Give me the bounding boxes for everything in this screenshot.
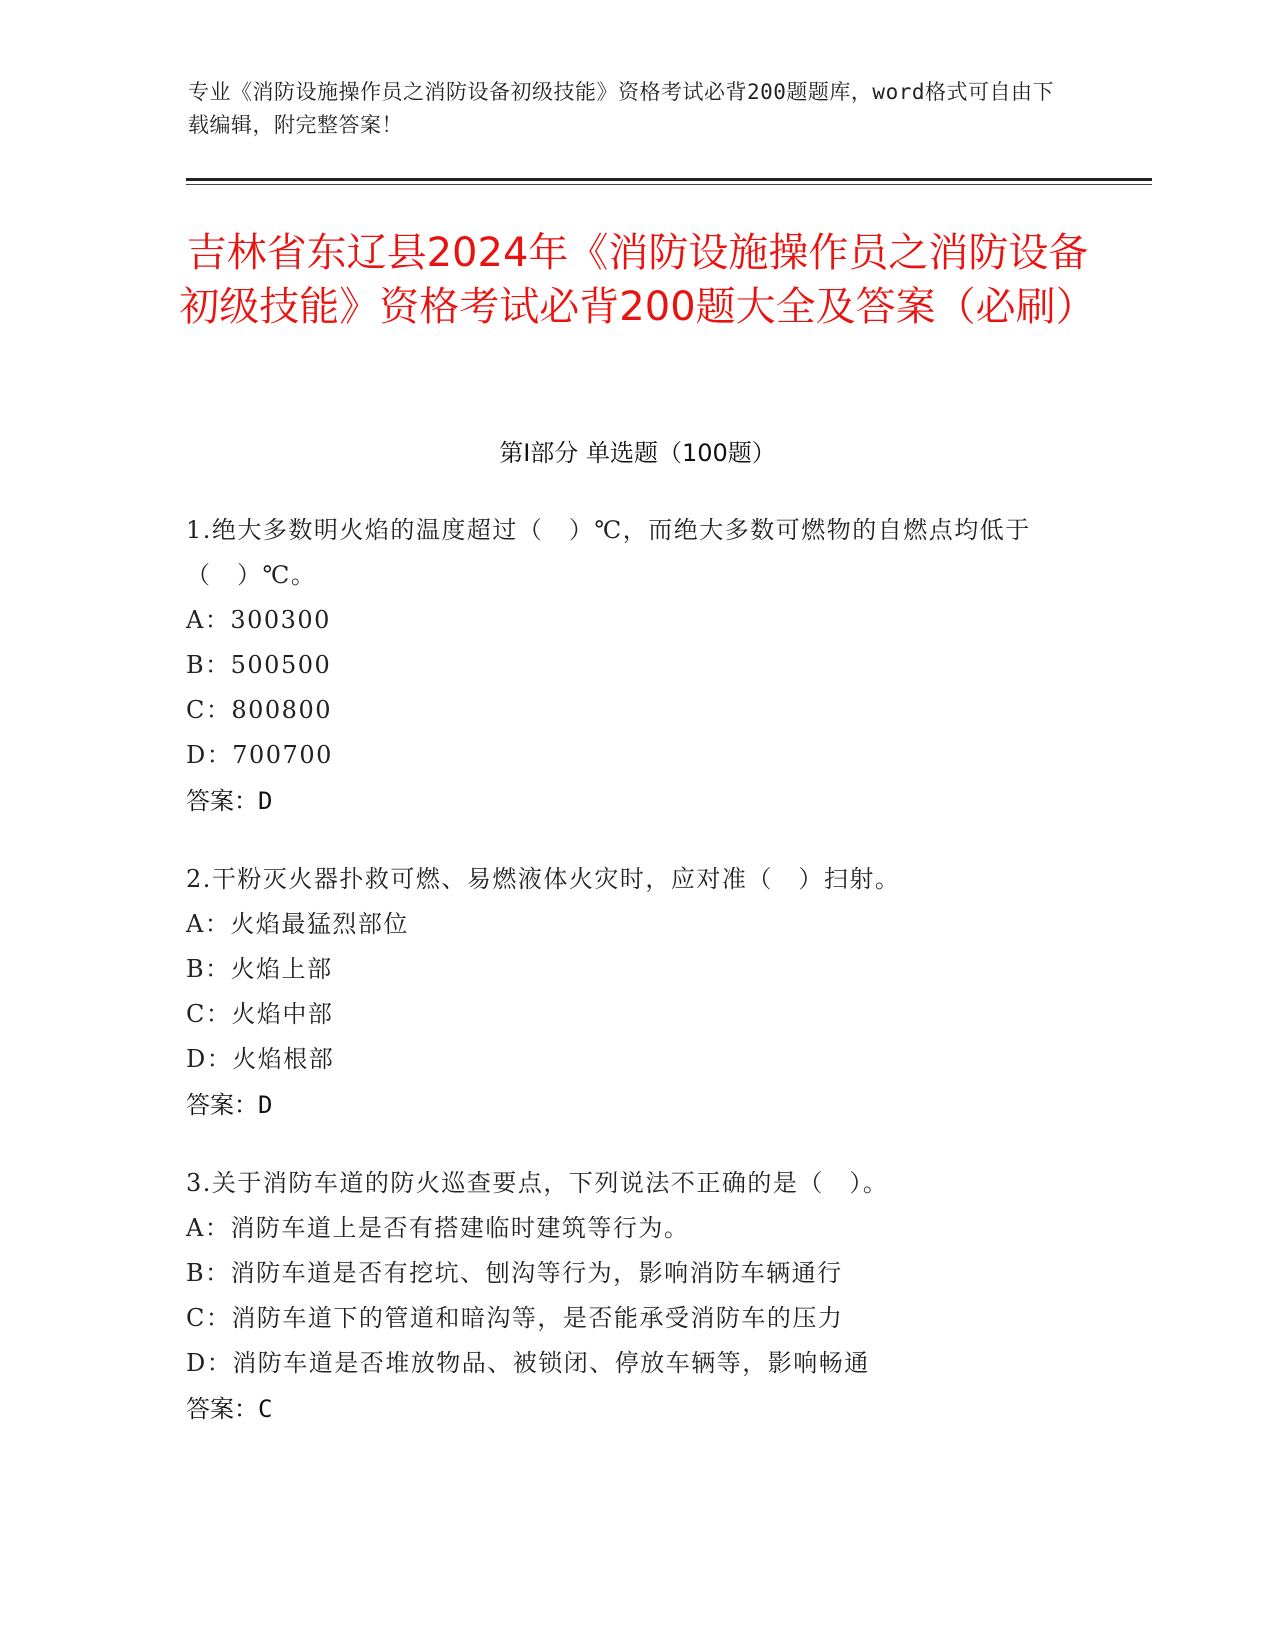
header-note: 专业《消防设施操作员之消防设备初级技能》资格考试必背200题题库，word格式可自由下载编辑，附完整答案！ bbox=[188, 80, 1054, 137]
header-divider-thick bbox=[186, 178, 1152, 181]
question-block bbox=[186, 857, 1086, 1128]
header-divider-thin bbox=[186, 184, 1152, 185]
question-block bbox=[186, 508, 1086, 824]
answer-value: D bbox=[258, 1091, 273, 1119]
option-b: B：500500 bbox=[186, 651, 332, 679]
option-c: C：火焰中部 bbox=[186, 1000, 334, 1028]
question-stem: 3.关于消防车道的防火巡查要点，下列说法不正确的是（ ）。 bbox=[186, 1169, 889, 1197]
document-title: 吉林省东辽县2024年《消防设施操作员之消防设备初级技能》资格考试必背200题大全及答案（必刷） bbox=[179, 230, 1096, 330]
option-b: B：火焰上部 bbox=[186, 955, 333, 983]
option-c: C：消防车道下的管道和暗沟等，是否能承受消防车的压力 bbox=[186, 1304, 844, 1332]
question-stem: 2.干粉灭火器扑救可燃、易燃液体火灾时，应对准（ ）扫射。 bbox=[186, 865, 901, 893]
answer-label: 答案： bbox=[186, 1091, 258, 1119]
option-d: D：火焰根部 bbox=[186, 1045, 335, 1073]
answer-value: C bbox=[258, 1395, 273, 1423]
section-title: 第Ⅰ部分 单选题（100题） bbox=[499, 439, 776, 467]
answer-line bbox=[186, 1386, 1086, 1432]
option-a: A：火焰最猛烈部位 bbox=[186, 910, 409, 938]
option-c: C：800800 bbox=[186, 696, 332, 724]
option-d: D：消防车道是否堆放物品、被锁闭、停放车辆等，影响畅通 bbox=[186, 1349, 870, 1377]
answer-value: D bbox=[258, 787, 273, 815]
question-block bbox=[186, 1161, 1086, 1432]
answer-line bbox=[186, 778, 1086, 824]
option-a: A：300300 bbox=[186, 606, 331, 634]
option-b: B：消防车道是否有挖坑、刨沟等行为，影响消防车辆通行 bbox=[186, 1259, 843, 1287]
question-stem: 1.绝大多数明火焰的温度超过（ ）℃，而绝大多数可燃物的自燃点均低于（ ）℃。 bbox=[186, 516, 1031, 589]
option-a: A：消防车道上是否有搭建临时建筑等行为。 bbox=[186, 1214, 690, 1242]
answer-label: 答案： bbox=[186, 787, 258, 815]
answer-line bbox=[186, 1082, 1086, 1128]
option-d: D：700700 bbox=[186, 741, 333, 769]
answer-label: 答案： bbox=[186, 1395, 258, 1423]
